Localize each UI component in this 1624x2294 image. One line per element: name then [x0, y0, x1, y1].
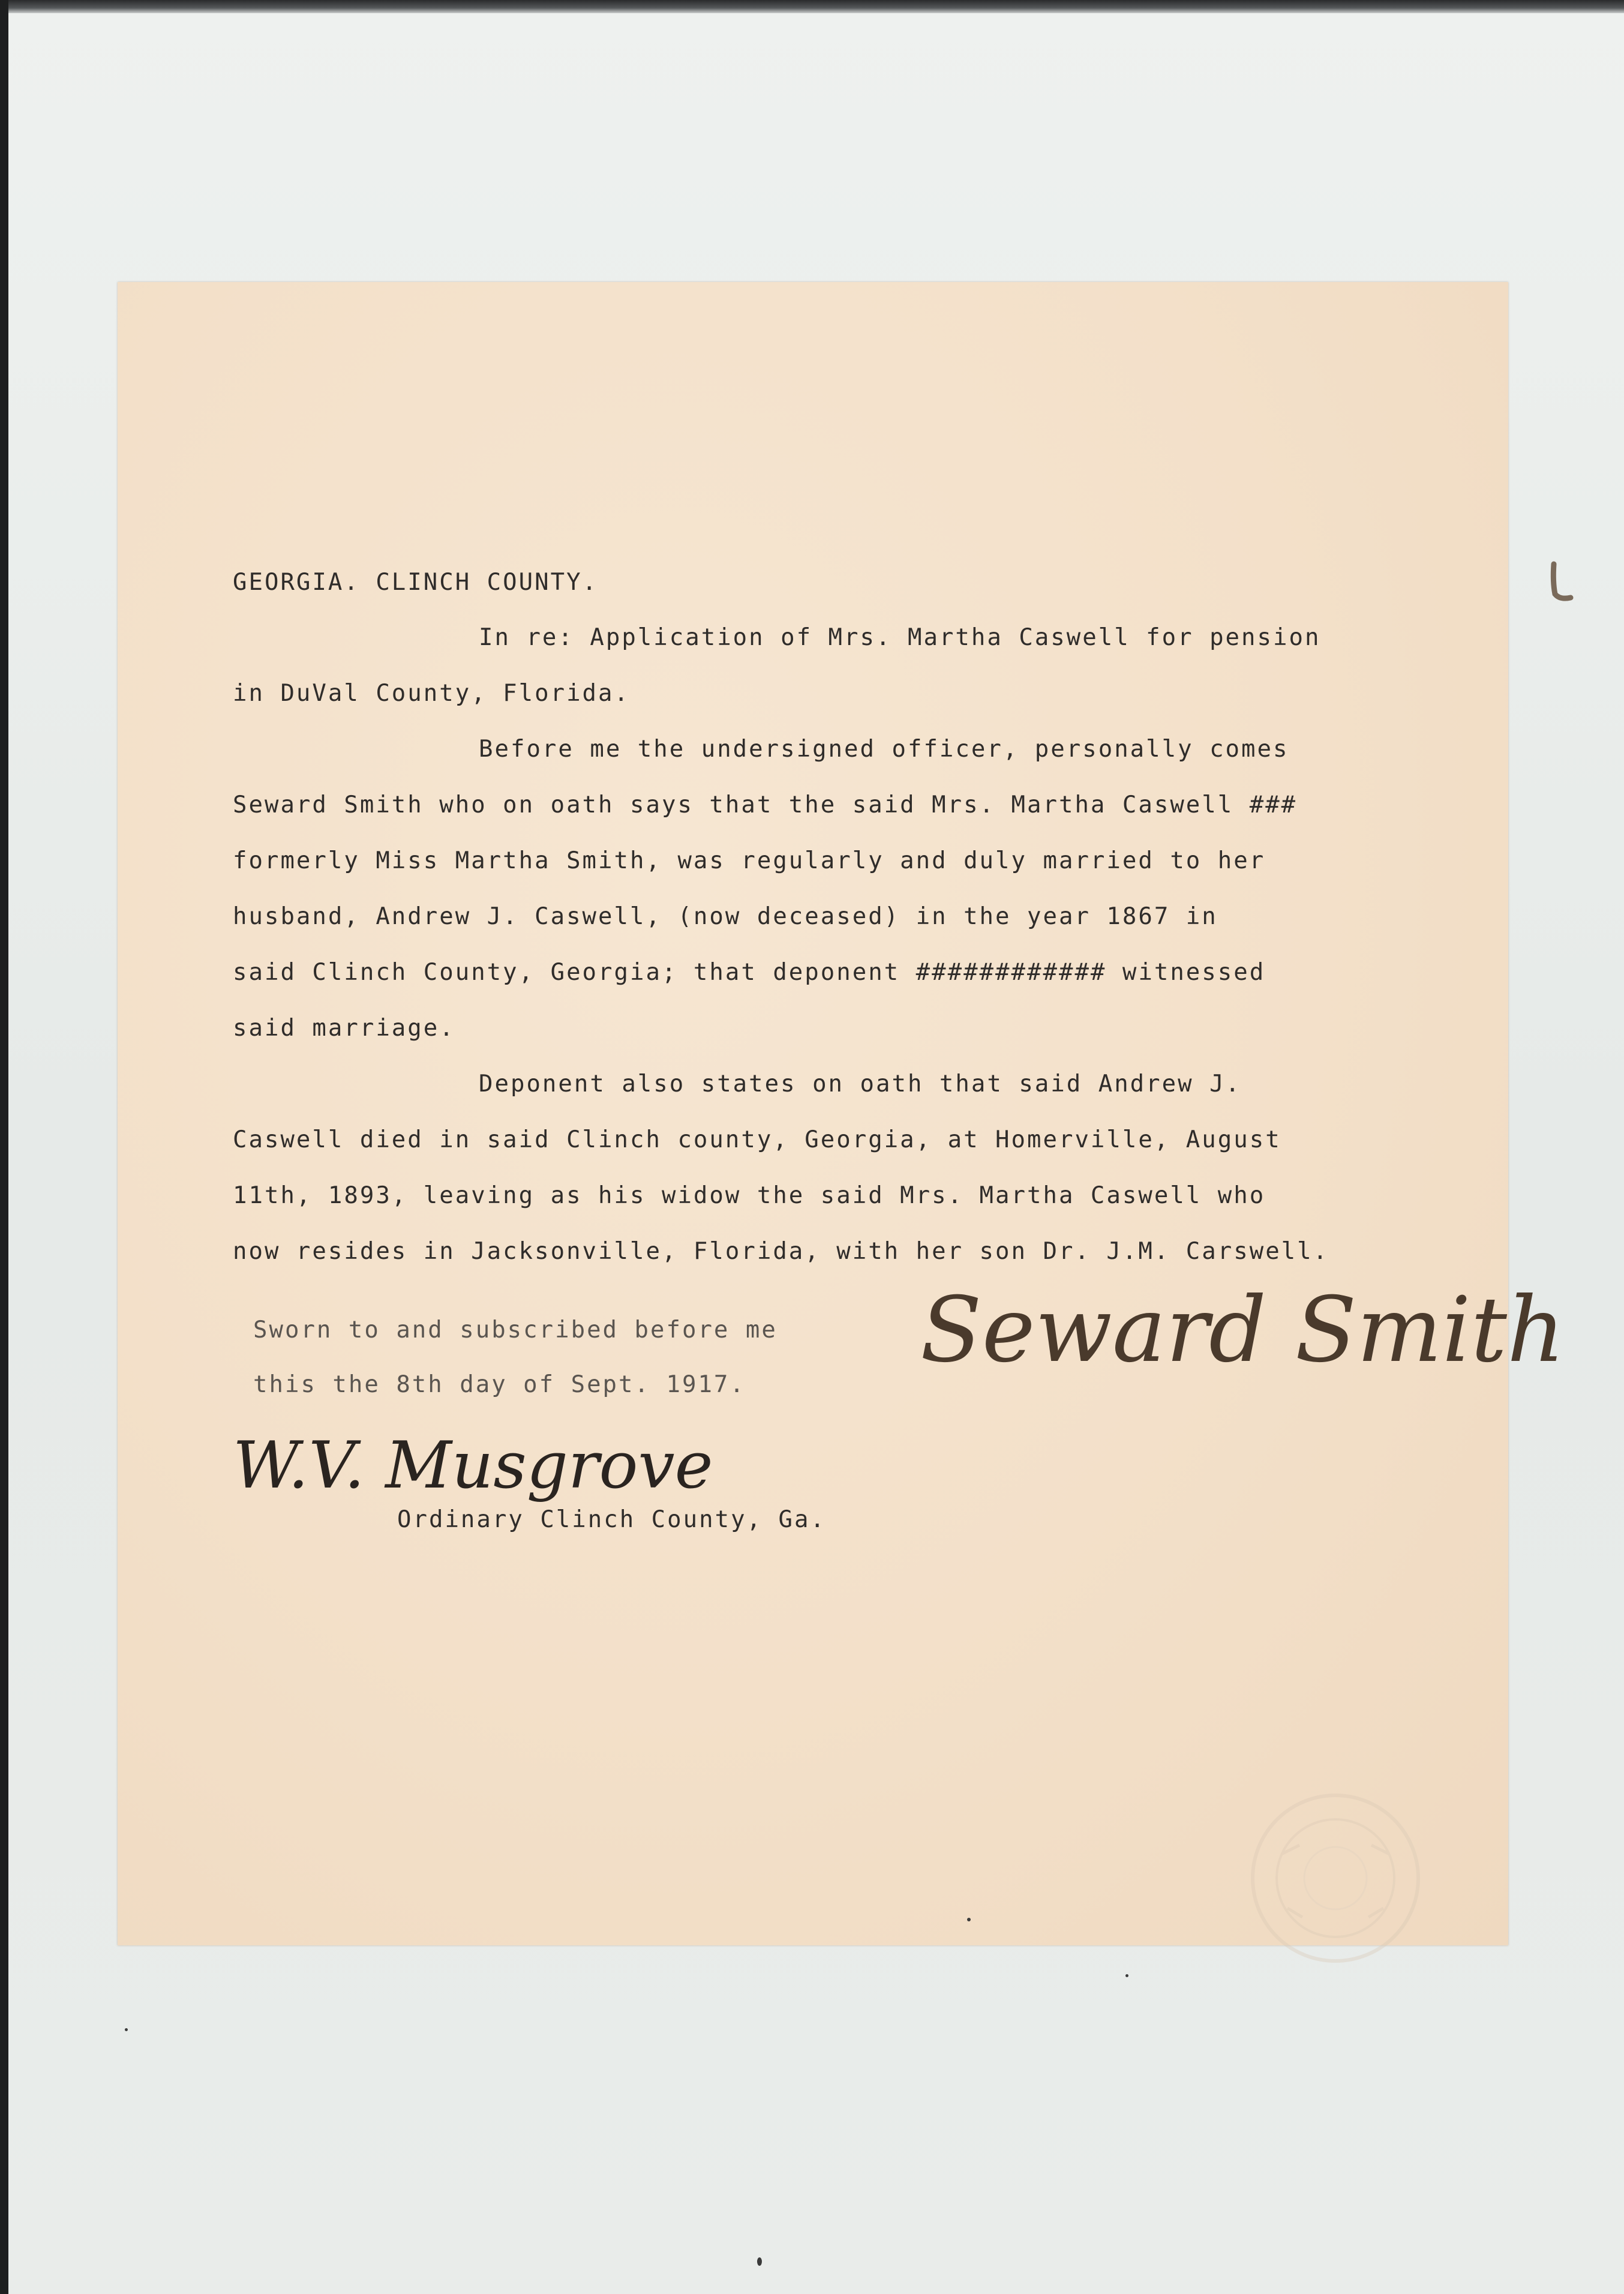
document-heading: GEORGIA. CLINCH COUNTY.	[233, 569, 599, 596]
text-line: said marriage.	[233, 1015, 455, 1042]
text-line: said Clinch County, Georgia; that deponent ############ witnessed	[233, 959, 1266, 986]
scan-speck	[1125, 1974, 1128, 1977]
text-line: in DuVal County, Florida.	[233, 680, 630, 707]
text-line: 11th, 1893, leaving as his widow the said Mrs. Martha Caswell who	[233, 1182, 1266, 1209]
text-line: husband, Andrew J. Caswell, (now deceased) in the year 1867 in	[233, 903, 1218, 930]
text-line: Seward Smith who on oath says that the said Mrs. Martha Caswell ###	[233, 791, 1298, 818]
officer-title: Ordinary Clinch County, Ga.	[397, 1506, 826, 1533]
scan-speck	[757, 2257, 762, 2266]
jurat-line: Sworn to and subscribed before me	[253, 1317, 778, 1344]
text-line: In re: Application of Mrs. Martha Caswell for pension	[479, 624, 1321, 651]
text-line: now resides in Jacksonville, Florida, with her son Dr. J.M. Carswell.	[233, 1238, 1329, 1265]
text-line: Caswell died in said Clinch county, Georgia, at Homerville, August	[233, 1126, 1281, 1153]
paper-fragment-mark	[1542, 558, 1578, 606]
scan-top-edge	[0, 0, 1624, 13]
scan-speck	[967, 1918, 971, 1921]
text-line: Deponent also states on oath that said Andrew J.	[479, 1070, 1242, 1097]
embossed-seal	[1245, 1788, 1425, 1968]
officer-signature: W.V. Musgrove	[233, 1428, 713, 1503]
scan-speck	[125, 2028, 128, 2031]
text-line: formerly Miss Martha Smith, was regularly and duly married to her	[233, 847, 1266, 874]
deponent-signature: Seward Smith	[920, 1278, 1565, 1383]
text-line: Before me the undersigned officer, personally comes	[479, 736, 1289, 763]
scan-left-edge	[0, 0, 8, 2294]
affidavit-sheet	[118, 282, 1565, 1945]
jurat-line: this the 8th day of Sept. 1917.	[253, 1371, 746, 1398]
